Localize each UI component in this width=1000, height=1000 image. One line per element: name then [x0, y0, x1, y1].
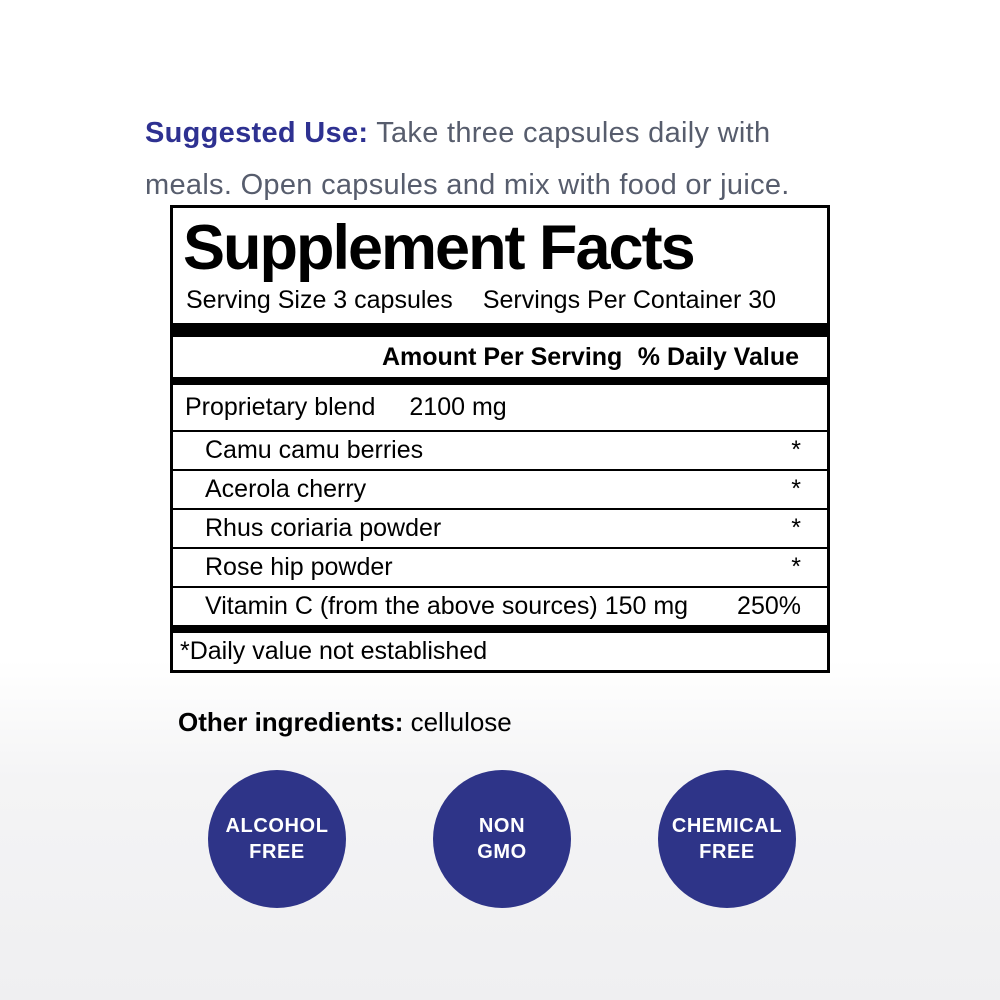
ingredient-dv: *	[791, 436, 801, 464]
ingredient-name: Camu camu berries	[205, 436, 424, 464]
table-row-proprietary-blend	[173, 385, 827, 430]
suggested-use-line2: meals. Open capsules and mix with food or juice.	[145, 169, 790, 201]
serving-size: Serving Size 3 capsules	[186, 286, 453, 314]
daily-value-header: % Daily Value	[637, 342, 799, 371]
badge-line1: ALCOHOL	[225, 815, 329, 837]
non-gmo-badge	[433, 770, 571, 908]
table-row-vitamin-c	[173, 586, 827, 625]
daily-value-footnote: *Daily value not established	[180, 637, 488, 665]
badge-row	[208, 770, 796, 908]
ingredient-amount: 2100 mg	[409, 393, 507, 421]
ingredient-name: Rhus coriaria powder	[205, 514, 442, 542]
badge-line1: CHEMICAL	[671, 815, 783, 837]
suggested-use-label: Suggested Use:	[145, 117, 369, 149]
divider-medium-bar	[173, 377, 827, 385]
badge-line2: FREE	[249, 841, 305, 863]
badge-line1: NON	[478, 815, 526, 837]
table-row-rose-hip	[173, 547, 827, 586]
suggested-use-line1: Take three capsules daily with	[376, 117, 771, 149]
ingredient-dv: 250%	[737, 592, 801, 620]
badge-line2: FREE	[699, 841, 755, 863]
other-ingredients-value: cellulose	[410, 707, 512, 737]
supplement-facts-panel	[170, 205, 830, 673]
table-row-acerola-cherry	[173, 469, 827, 508]
ingredient-name: Proprietary blend	[185, 393, 376, 421]
divider-thick-bar	[173, 323, 827, 337]
chemical-free-badge	[658, 770, 796, 908]
other-ingredients	[178, 707, 512, 738]
suggested-use-text	[145, 107, 855, 211]
ingredient-dv: *	[791, 553, 801, 581]
servings-per-container: Servings Per Container 30	[482, 286, 777, 314]
ingredient-name: Vitamin C (from the above sources) 150 mg	[205, 592, 689, 620]
table-row-camu-camu	[173, 430, 827, 469]
supplement-facts-title: Supplement Facts	[183, 213, 694, 283]
other-ingredients-label: Other ingredients:	[178, 707, 404, 737]
ingredient-dv: *	[791, 514, 801, 542]
badge-line2: GMO	[477, 841, 527, 863]
amount-header-row	[173, 337, 827, 377]
alcohol-free-badge	[208, 770, 346, 908]
ingredient-dv: *	[791, 475, 801, 503]
serving-info-row	[173, 284, 827, 323]
amount-per-serving-header: Amount Per Serving	[382, 342, 623, 371]
table-row-rhus-coriaria	[173, 508, 827, 547]
ingredient-name: Rose hip powder	[205, 553, 393, 581]
divider-medium-bar	[173, 625, 827, 633]
ingredient-name: Acerola cherry	[205, 475, 367, 503]
